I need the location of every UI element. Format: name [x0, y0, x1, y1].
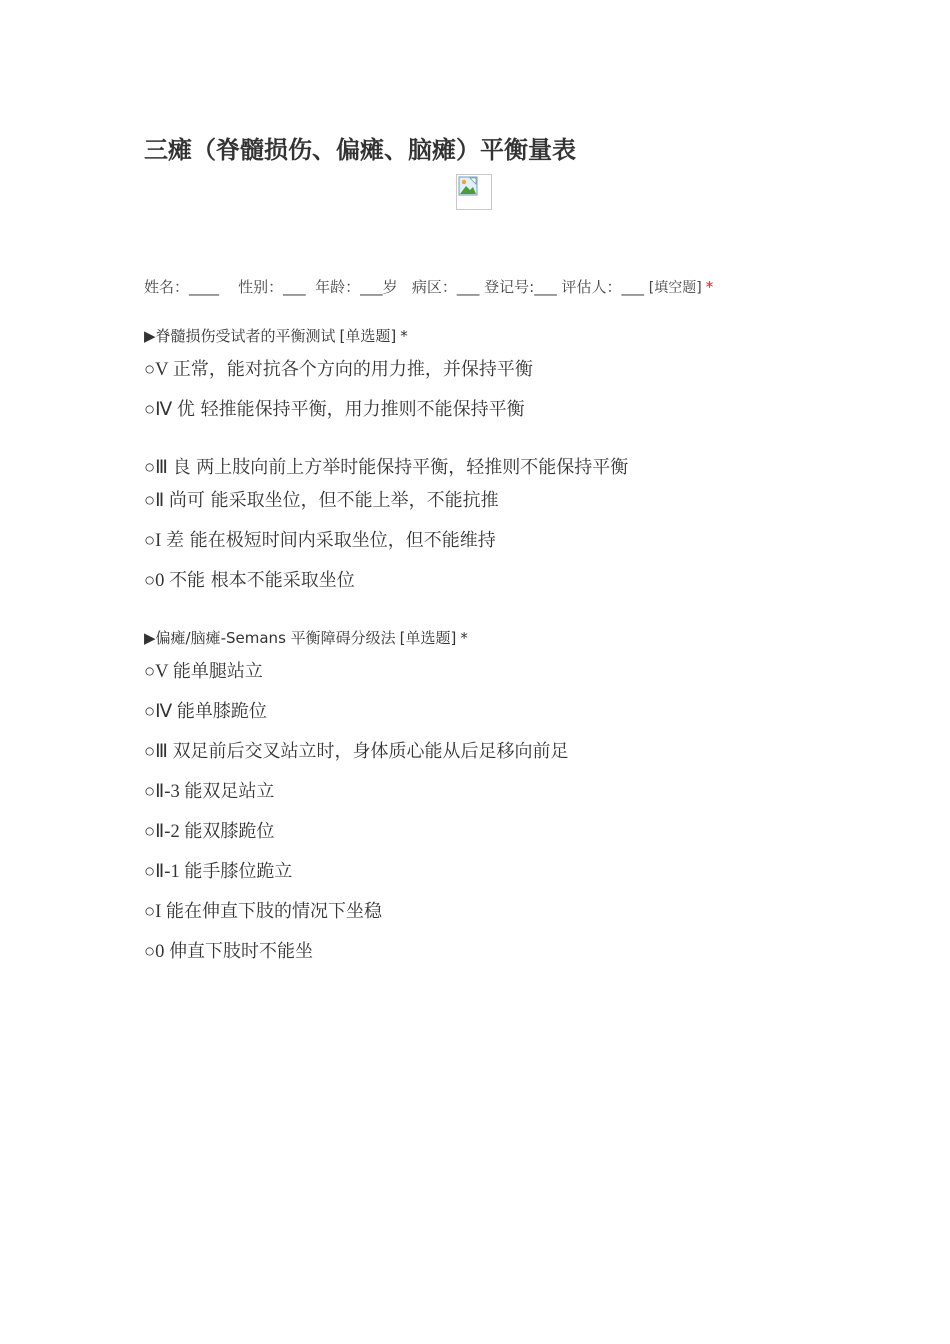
option-grade: ○Ⅳ — [144, 702, 173, 722]
q1-option-v[interactable] — [144, 357, 533, 383]
option-label: 能单腿站立 — [172, 661, 263, 682]
question-1-text: ▶脊髓损伤受试者的平衡测试 — [144, 327, 336, 345]
option-grade: ○Ⅱ — [144, 491, 165, 511]
option-grade: ○V — [144, 360, 169, 380]
q2-option-ii-3[interactable] — [144, 779, 274, 805]
q2-option-ii-2[interactable] — [144, 819, 274, 845]
info-fields: 姓名：____ 性别：___ 年龄：___岁 病区：___ 登记号:___ 评估人：___ — [144, 278, 645, 296]
q1-option-ii[interactable] — [144, 488, 499, 514]
option-grade: ○Ⅲ — [144, 458, 168, 478]
form-title: 三瘫（脊髓损伤、偏瘫、脑瘫）平衡量表 — [144, 136, 576, 164]
option-grade: ○Ⅱ-2 — [144, 822, 180, 842]
q2-option-v[interactable] — [144, 659, 263, 685]
question-2-text: ▶偏瘫/脑瘫-Semans 平衡障碍分级法 — [144, 629, 396, 647]
option-grade: ○Ⅱ-1 — [144, 862, 180, 882]
fill-in-tag: [填空题] — [648, 280, 702, 296]
option-label: 伸直下肢时不能坐 — [169, 941, 314, 962]
option-label: 能单膝跪位 — [176, 701, 267, 722]
question-1-required: * — [400, 327, 408, 345]
option-label: 正常，能对抗各个方向的用力推，并保持平衡 — [172, 359, 533, 380]
option-label: 双足前后交叉站立时，身体质心能从后足移向前足 — [172, 741, 569, 762]
option-grade: ○Ⅳ — [144, 400, 173, 420]
q1-option-iv[interactable] — [144, 397, 525, 423]
option-label: 不能 根本不能采取坐位 — [169, 570, 355, 591]
option-grade: ○V — [144, 662, 169, 682]
question-2-type: [单选题] — [399, 629, 457, 647]
option-grade: ○Ⅲ — [144, 742, 168, 762]
option-label: 尚可 能采取坐位，但不能上举，不能抗推 — [168, 490, 499, 511]
option-label: 差 能在极短时间内采取坐位，但不能维持 — [165, 530, 496, 551]
option-grade: ○I — [144, 531, 162, 551]
option-label: 优 轻推能保持平衡，用力推则不能保持平衡 — [176, 399, 525, 420]
required-mark: * — [705, 278, 714, 296]
q1-option-iii[interactable] — [144, 455, 628, 481]
option-grade: ○I — [144, 902, 162, 922]
broken-image-icon — [456, 174, 492, 210]
option-label: 能双足站立 — [184, 781, 275, 802]
option-label: 良 两上肢向前上方举时能保持平衡，轻推则不能保持平衡 — [172, 457, 629, 478]
option-label: 能双膝跪位 — [184, 821, 275, 842]
question-1-title — [144, 325, 408, 347]
question-1-type: [单选题] — [339, 327, 397, 345]
q2-option-ii-1[interactable] — [144, 859, 292, 885]
question-2-title — [144, 627, 468, 649]
q1-option-0[interactable] — [144, 568, 355, 594]
option-grade: ○0 — [144, 942, 165, 962]
respondent-info-line[interactable] — [144, 276, 713, 299]
q2-option-i[interactable] — [144, 899, 382, 925]
q2-option-iii[interactable] — [144, 739, 569, 765]
question-2-required: * — [460, 629, 468, 647]
image-placeholder-icon — [458, 176, 478, 196]
q1-option-i[interactable] — [144, 528, 496, 554]
q2-option-iv[interactable] — [144, 699, 267, 725]
option-label: 能手膝位跪立 — [184, 861, 293, 882]
option-label: 能在伸直下肢的情况下坐稳 — [165, 901, 382, 922]
q2-option-0[interactable] — [144, 939, 313, 965]
option-grade: ○Ⅱ-3 — [144, 782, 180, 802]
option-grade: ○0 — [144, 571, 165, 591]
